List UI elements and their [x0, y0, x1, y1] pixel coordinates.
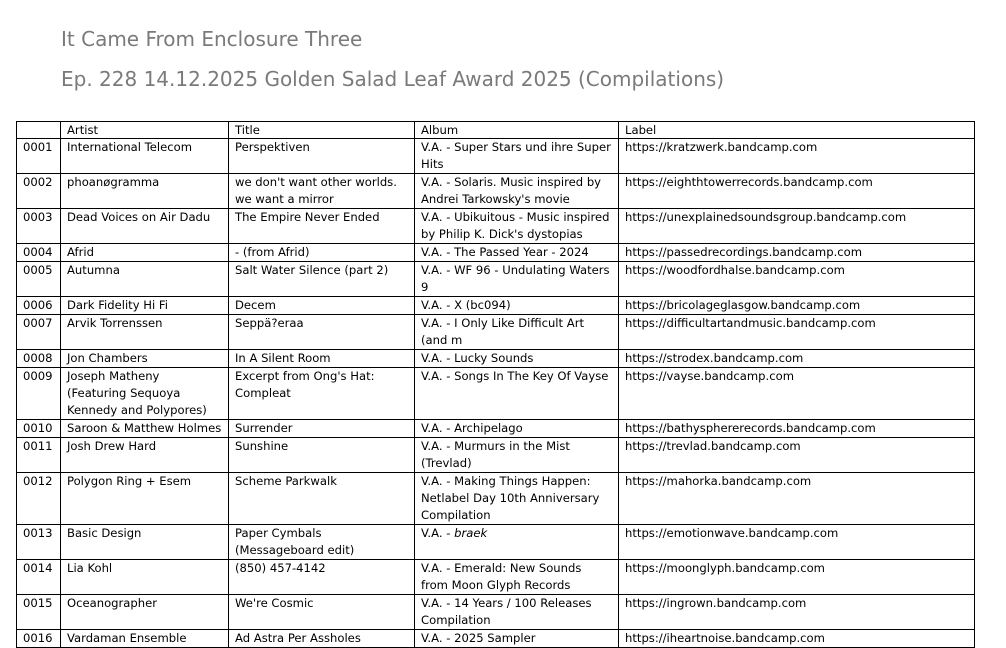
- artist-cell: Arvik Torrenssen: [61, 315, 229, 350]
- table-row: [17, 630, 975, 648]
- table-row: [17, 244, 975, 262]
- label-cell: https://mahorka.bandcamp.com: [619, 473, 975, 525]
- header-number: [17, 122, 61, 139]
- track-number: 0005: [17, 262, 61, 297]
- track-number: 0006: [17, 297, 61, 315]
- title-cell: we don't want other worlds. we want a mirror: [229, 174, 415, 209]
- table-row: [17, 560, 975, 595]
- track-number: 0002: [17, 174, 61, 209]
- title-cell: (850) 457-4142: [229, 560, 415, 595]
- track-number: 0011: [17, 438, 61, 473]
- title-cell: Perspektiven: [229, 139, 415, 174]
- album-cell: V.A. - 14 Years / 100 Releases Compilation: [415, 595, 619, 630]
- album-cell: V.A. - Lucky Sounds: [415, 350, 619, 368]
- album-cell: V.A. - WF 96 - Undulating Waters 9: [415, 262, 619, 297]
- title-cell: Seppä?eraa: [229, 315, 415, 350]
- track-number: 0008: [17, 350, 61, 368]
- table-row: [17, 297, 975, 315]
- table-row: [17, 368, 975, 420]
- track-number: 0010: [17, 420, 61, 438]
- header-label: Label: [619, 122, 975, 139]
- table-row: [17, 525, 975, 560]
- table-row: [17, 262, 975, 297]
- artist-cell: Basic Design: [61, 525, 229, 560]
- album-cell: V.A. - Murmurs in the Mist (Trevlad): [415, 438, 619, 473]
- artist-cell: Josh Drew Hard: [61, 438, 229, 473]
- label-cell: https://passedrecordings.bandcamp.com: [619, 244, 975, 262]
- label-cell: https://bathysphererecords.bandcamp.com: [619, 420, 975, 438]
- header-album: Album: [415, 122, 619, 139]
- title-cell: Scheme Parkwalk: [229, 473, 415, 525]
- artist-cell: Dead Voices on Air Dadu: [61, 209, 229, 244]
- title-cell: Decem: [229, 297, 415, 315]
- label-cell: https://vayse.bandcamp.com: [619, 368, 975, 420]
- album-cell: V.A. - I Only Like Difficult Art (and m: [415, 315, 619, 350]
- artist-cell: Autumna: [61, 262, 229, 297]
- table-row: [17, 139, 975, 174]
- album-italic-name: braek: [454, 526, 488, 540]
- label-cell: https://moonglyph.bandcamp.com: [619, 560, 975, 595]
- album-cell: V.A. - X (bc094): [415, 297, 619, 315]
- document-subtitle: Ep. 228 14.12.2025 Golden Salad Leaf Award 2025 (Compilations): [61, 67, 725, 91]
- artist-cell: Saroon & Matthew Holmes: [61, 420, 229, 438]
- album-cell: V.A. - The Passed Year - 2024: [415, 244, 619, 262]
- label-cell: https://difficultartandmusic.bandcamp.com: [619, 315, 975, 350]
- album-cell: V.A. - Archipelago: [415, 420, 619, 438]
- table-row: [17, 595, 975, 630]
- album-cell: [415, 525, 619, 560]
- label-cell: https://bricolageglasgow.bandcamp.com: [619, 297, 975, 315]
- title-cell: Excerpt from Ong's Hat: Compleat: [229, 368, 415, 420]
- playlist-table: [16, 121, 975, 648]
- artist-cell: Polygon Ring + Esem: [61, 473, 229, 525]
- artist-cell: Oceanographer: [61, 595, 229, 630]
- track-number: 0003: [17, 209, 61, 244]
- artist-cell: phoanøgramma: [61, 174, 229, 209]
- header-title: Title: [229, 122, 415, 139]
- album-cell: V.A. - Ubikuitous - Music inspired by Philip K. Dick's dystopias: [415, 209, 619, 244]
- label-cell: https://unexplainedsoundsgroup.bandcamp.com: [619, 209, 975, 244]
- artist-cell: Jon Chambers: [61, 350, 229, 368]
- artist-cell: Joseph Matheny (Featuring Sequoya Kennedy and Polypores): [61, 368, 229, 420]
- label-cell: https://kratzwerk.bandcamp.com: [619, 139, 975, 174]
- track-number: 0004: [17, 244, 61, 262]
- label-cell: https://emotionwave.bandcamp.com: [619, 525, 975, 560]
- album-cell: V.A. - 2025 Sampler: [415, 630, 619, 648]
- track-number: 0014: [17, 560, 61, 595]
- table-header-row: [17, 122, 975, 139]
- title-cell: Salt Water Silence (part 2): [229, 262, 415, 297]
- title-cell: We're Cosmic: [229, 595, 415, 630]
- album-cell: V.A. - Solaris. Music inspired by Andrei Tarkowsky's movie: [415, 174, 619, 209]
- track-number: 0009: [17, 368, 61, 420]
- header-artist: Artist: [61, 122, 229, 139]
- artist-cell: Dark Fidelity Hi Fi: [61, 297, 229, 315]
- title-cell: Sunshine: [229, 438, 415, 473]
- table-row: [17, 473, 975, 525]
- artist-cell: Afrid: [61, 244, 229, 262]
- track-number: 0015: [17, 595, 61, 630]
- label-cell: https://trevlad.bandcamp.com: [619, 438, 975, 473]
- label-cell: https://eighthtowerrecords.bandcamp.com: [619, 174, 975, 209]
- track-number: 0016: [17, 630, 61, 648]
- label-cell: https://iheartnoise.bandcamp.com: [619, 630, 975, 648]
- label-cell: https://strodex.bandcamp.com: [619, 350, 975, 368]
- track-number: 0012: [17, 473, 61, 525]
- table-row: [17, 209, 975, 244]
- title-cell: In A Silent Room: [229, 350, 415, 368]
- track-number: 0013: [17, 525, 61, 560]
- document-title: It Came From Enclosure Three: [61, 27, 363, 51]
- table-row: [17, 438, 975, 473]
- track-number: 0007: [17, 315, 61, 350]
- album-prefix: V.A. -: [421, 526, 455, 540]
- table-row: [17, 315, 975, 350]
- title-cell: The Empire Never Ended: [229, 209, 415, 244]
- title-cell: Ad Astra Per Assholes: [229, 630, 415, 648]
- album-cell: V.A. - Songs In The Key Of Vayse: [415, 368, 619, 420]
- title-cell: - (from Afrid): [229, 244, 415, 262]
- table-row: [17, 350, 975, 368]
- album-cell: V.A. - Making Things Happen: Netlabel Day 10th Anniversary Compilation: [415, 473, 619, 525]
- album-cell: V.A. - Super Stars und ihre Super Hits: [415, 139, 619, 174]
- table-row: [17, 420, 975, 438]
- artist-cell: Lia Kohl: [61, 560, 229, 595]
- artist-cell: Vardaman Ensemble: [61, 630, 229, 648]
- album-cell: V.A. - Emerald: New Sounds from Moon Glyph Records: [415, 560, 619, 595]
- title-cell: Surrender: [229, 420, 415, 438]
- title-cell: Paper Cymbals (Messageboard edit): [229, 525, 415, 560]
- label-cell: https://woodfordhalse.bandcamp.com: [619, 262, 975, 297]
- table-row: [17, 174, 975, 209]
- label-cell: https://ingrown.bandcamp.com: [619, 595, 975, 630]
- artist-cell: International Telecom: [61, 139, 229, 174]
- track-number: 0001: [17, 139, 61, 174]
